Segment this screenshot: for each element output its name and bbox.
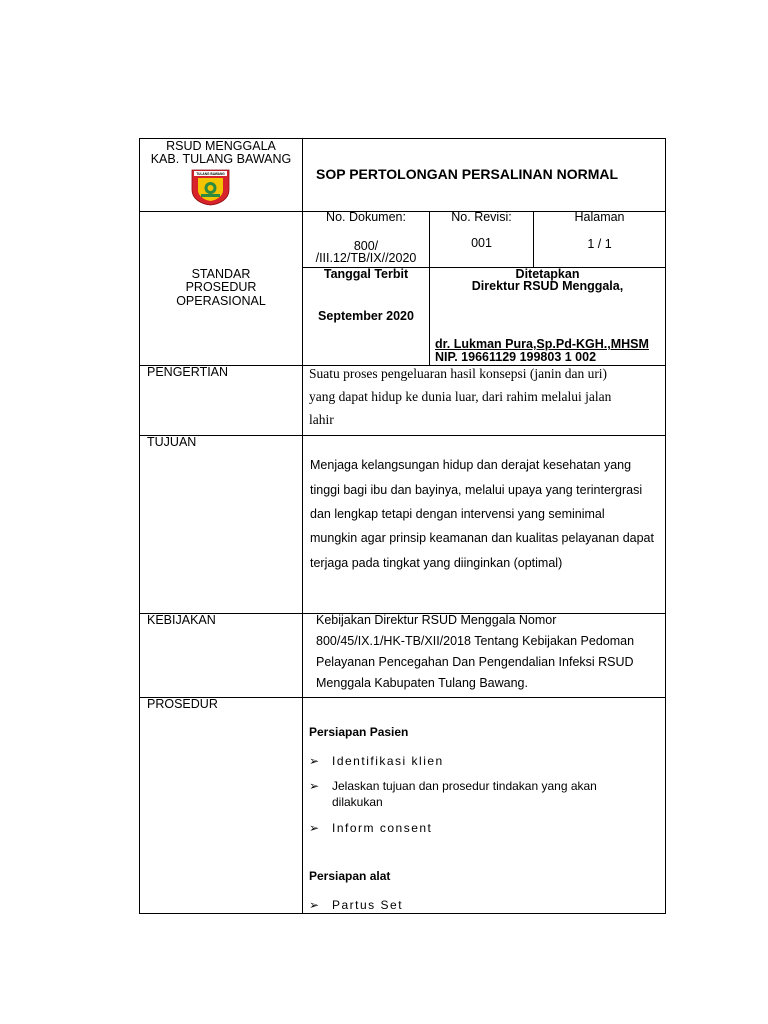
- table-border: [139, 138, 140, 914]
- table-border: [139, 435, 666, 436]
- no-revisi-label: No. Revisi:: [451, 210, 512, 224]
- tujuan-text: dan lengkap tetapi dengan intervensi yang seminimal: [310, 507, 605, 521]
- ditetapkan-label: Ditetapkan: [515, 267, 580, 281]
- arrow-bullet-icon: ➢: [309, 754, 320, 768]
- tujuan-label: TUJUAN: [147, 435, 197, 449]
- no-dokumen-label: No. Dokumen:: [326, 210, 406, 224]
- arrow-bullet-icon: ➢: [309, 898, 320, 912]
- no-dokumen-value: 800/: [353, 239, 379, 253]
- procedure-item: dilakukan: [332, 795, 383, 809]
- ditetapkan-title: Direktur RSUD Menggala,: [471, 279, 624, 293]
- kebijakan-text: Kebijakan Direktur RSUD Menggala Nomor: [316, 613, 557, 627]
- persiapan-pasien-heading: Persiapan Pasien: [309, 725, 409, 739]
- pengertian-text: Suatu proses pengeluaran hasil konsepsi (janin dan uri): [309, 366, 608, 381]
- signer-nip: NIP. 19661129 199803 1 002: [435, 350, 597, 364]
- tulang-bawang-logo: [190, 168, 231, 206]
- pengertian-text: lahir: [309, 412, 334, 427]
- spo-label: STANDAR: [191, 267, 251, 281]
- prosedur-label: PROSEDUR: [147, 697, 218, 711]
- arrow-bullet-icon: ➢: [309, 821, 320, 835]
- procedure-item: Partus Set: [332, 898, 404, 912]
- document-title: SOP PERTOLONGAN PERSALINAN NORMAL: [316, 166, 619, 182]
- org-region: KAB. TULANG BAWANG: [150, 152, 292, 166]
- org-name: RSUD MENGGALA: [166, 139, 276, 153]
- procedure-item: Jelaskan tujuan dan prosedur tindakan yang akan: [332, 779, 597, 793]
- table-border: [665, 138, 666, 914]
- tujuan-text: mungkin agar prinsip keamanan dan kualitas pelayanan dapat: [310, 531, 654, 545]
- arrow-bullet-icon: ➢: [309, 779, 320, 793]
- table-border: [139, 913, 666, 914]
- signer-name: dr. Lukman Pura,Sp.Pd-KGH.,MHSM: [435, 337, 649, 351]
- no-dokumen-value: /III.12/TB/IX//2020: [315, 251, 417, 265]
- table-border: [139, 697, 666, 698]
- kebijakan-text: Menggala Kabupaten Tulang Bawang.: [316, 676, 528, 690]
- persiapan-alat-heading: Persiapan alat: [309, 869, 391, 883]
- tanggal-terbit-label: Tanggal Terbit: [323, 267, 409, 281]
- logo-text: TULANG BAWANG: [196, 172, 225, 176]
- tujuan-text: terjaga pada tingkat yang diinginkan (optimal): [310, 556, 563, 570]
- procedure-item: Inform consent: [332, 821, 433, 835]
- spo-label: PROSEDUR: [185, 280, 257, 294]
- no-revisi-value: 001: [471, 236, 492, 250]
- tujuan-text: Menjaga kelangsungan hidup dan derajat kesehatan yang: [310, 458, 632, 472]
- pengertian-label: PENGERTIAN: [147, 365, 229, 379]
- kebijakan-label: KEBIJAKAN: [147, 613, 216, 627]
- halaman-label: Halaman: [574, 210, 625, 224]
- pengertian-text: yang dapat hidup ke dunia luar, dari rahim melalui jalan: [309, 389, 612, 404]
- kebijakan-text: 800/45/IX.1/HK-TB/XII/2018 Tentang Kebijakan Pedoman: [316, 634, 635, 648]
- kebijakan-text: Pelayanan Pencegahan Dan Pengendalian Infeksi RSUD: [316, 655, 634, 669]
- tujuan-text: tinggi bagi ibu dan bayinya, melalui upaya yang terintergrasi: [310, 483, 643, 497]
- tanggal-terbit-value: September 2020: [318, 309, 414, 323]
- procedure-item: Identifikasi klien: [332, 754, 444, 768]
- halaman-value: 1 / 1: [587, 237, 612, 251]
- spo-label: OPERASIONAL: [176, 294, 266, 308]
